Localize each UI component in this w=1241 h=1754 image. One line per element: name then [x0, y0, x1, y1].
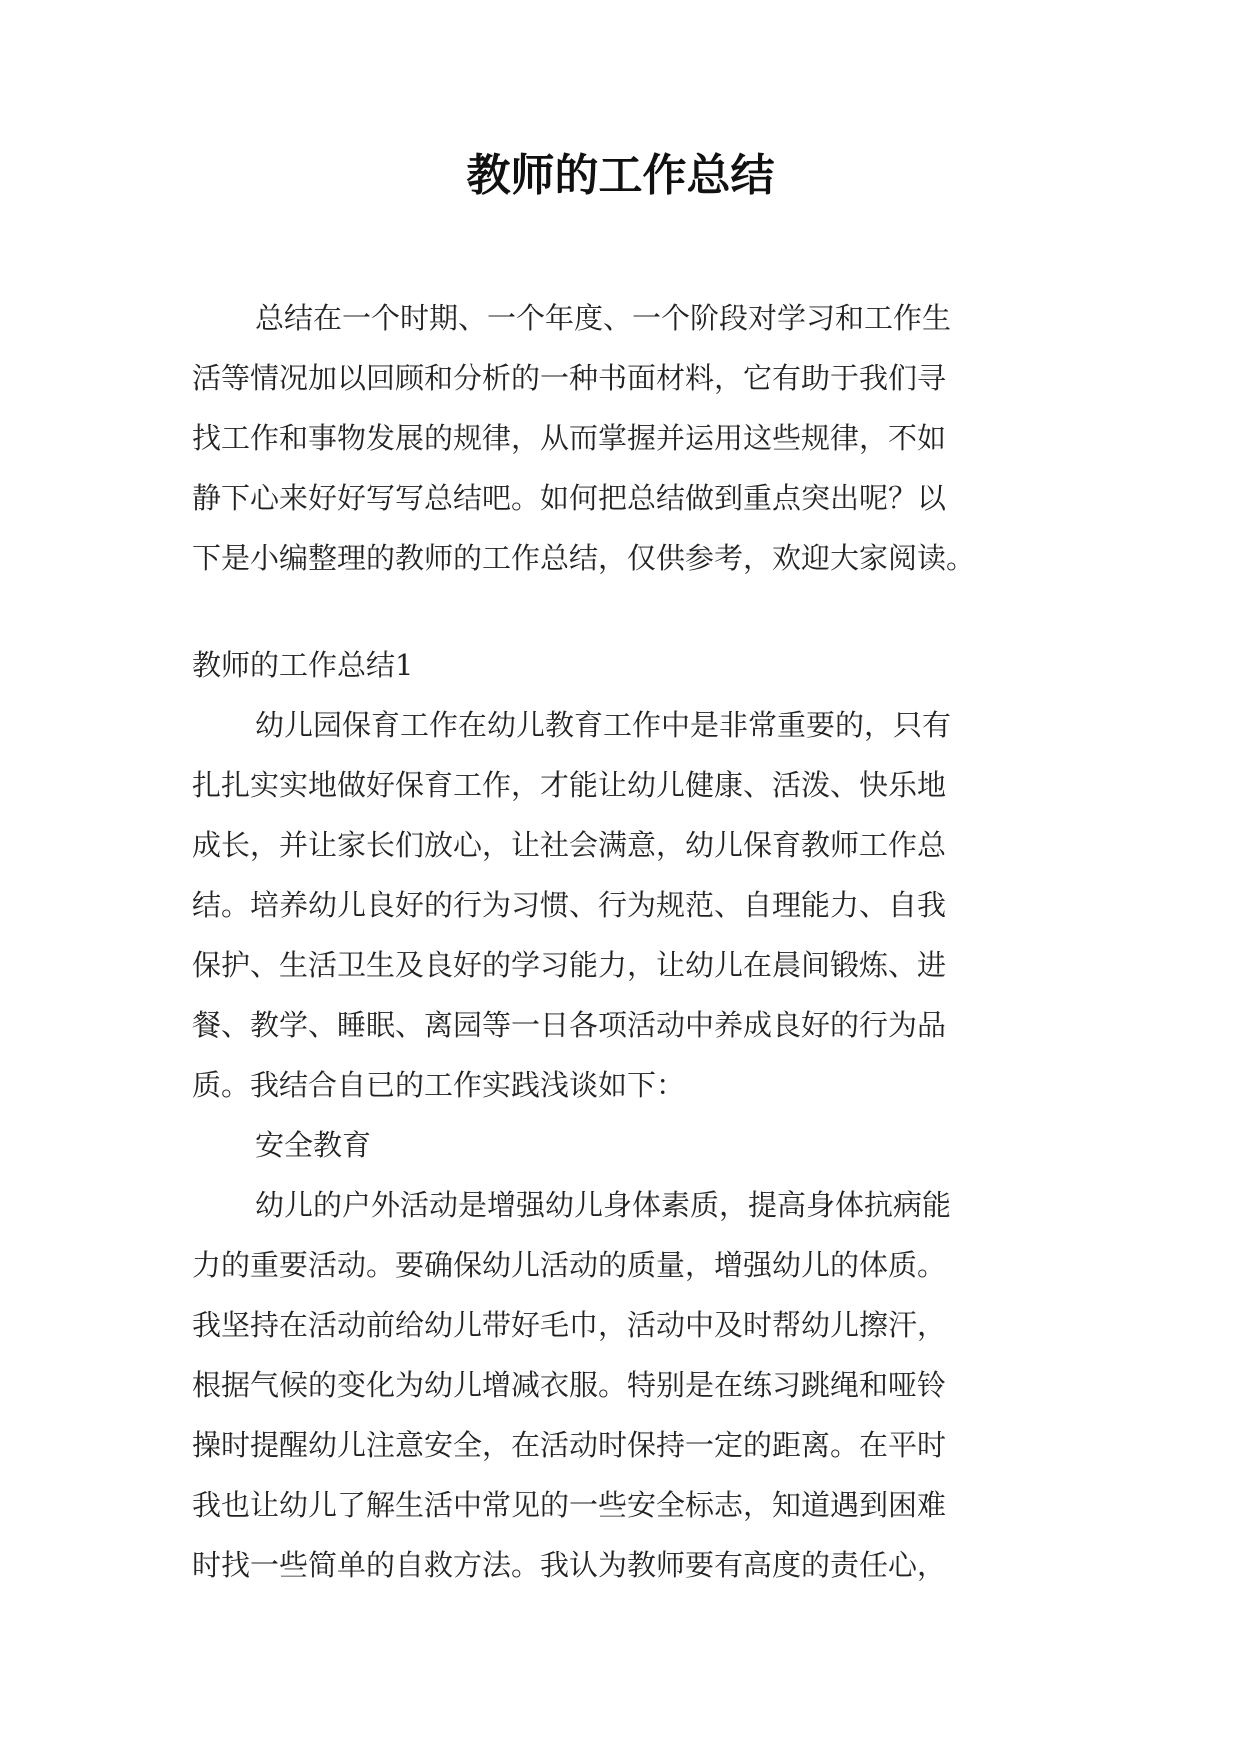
intro-line-2: 活等情况加以回顾和分析的一种书面材料，它有助于我们寻 — [192, 361, 947, 395]
intro-line-1: 总结在一个时期、一个年度、一个阶段对学习和工作生 — [255, 301, 952, 335]
document-title: 教师的工作总结 — [466, 150, 775, 201]
intro-line-5: 下是小编整理的教师的工作总结，仅供参考，欢迎大家阅读。 — [192, 541, 976, 575]
para1-line-2: 扎扎实实地做好保育工作，才能让幼儿健康、活泼、快乐地 — [192, 768, 947, 802]
para2-line-1: 幼儿的户外活动是增强幼儿身体素质，提高身体抗病能 — [255, 1188, 952, 1222]
para1-line-7: 质。我结合自已的工作实践浅谈如下： — [192, 1068, 686, 1102]
intro-line-4: 静下心来好好写写总结吧。如何把总结做到重点突出呢？以 — [192, 481, 947, 515]
para1-line-1: 幼儿园保育工作在幼儿教育工作中是非常重要的，只有 — [255, 708, 952, 742]
para2-line-2: 力的重要活动。要确保幼儿活动的质量，增强幼儿的体质。 — [192, 1248, 947, 1282]
para2-line-3: 我坚持在活动前给幼儿带好毛巾，活动中及时帮幼儿擦汗， — [192, 1308, 947, 1342]
para1-line-4: 结。培养幼儿良好的行为习惯、行为规范、自理能力、自我 — [192, 888, 947, 922]
intro-line-3: 找工作和事物发展的规律，从而掌握并运用这些规律，不如 — [192, 421, 947, 455]
para1-line-3: 成长，并让家长们放心，让社会满意，幼儿保育教师工作总 — [192, 828, 947, 862]
subheading-safety: 安全教育 — [255, 1128, 372, 1162]
para2-line-7: 时找一些简单的自救方法。我认为教师要有高度的责任心， — [192, 1548, 947, 1582]
para2-line-6: 我也让幼儿了解生活中常见的一些安全标志，知道遇到困难 — [192, 1488, 947, 1522]
para2-line-5: 操时提醒幼儿注意安全，在活动时保持一定的距离。在平时 — [192, 1428, 947, 1462]
section-heading: 教师的工作总结1 — [192, 648, 414, 682]
para2-line-4: 根据气候的变化为幼儿增减衣服。特别是在练习跳绳和哑铃 — [192, 1368, 947, 1402]
para1-line-6: 餐、教学、睡眠、离园等一日各项活动中养成良好的行为品 — [192, 1008, 947, 1042]
para1-line-5: 保护、生活卫生及良好的学习能力，让幼儿在晨间锻炼、进 — [192, 948, 947, 982]
